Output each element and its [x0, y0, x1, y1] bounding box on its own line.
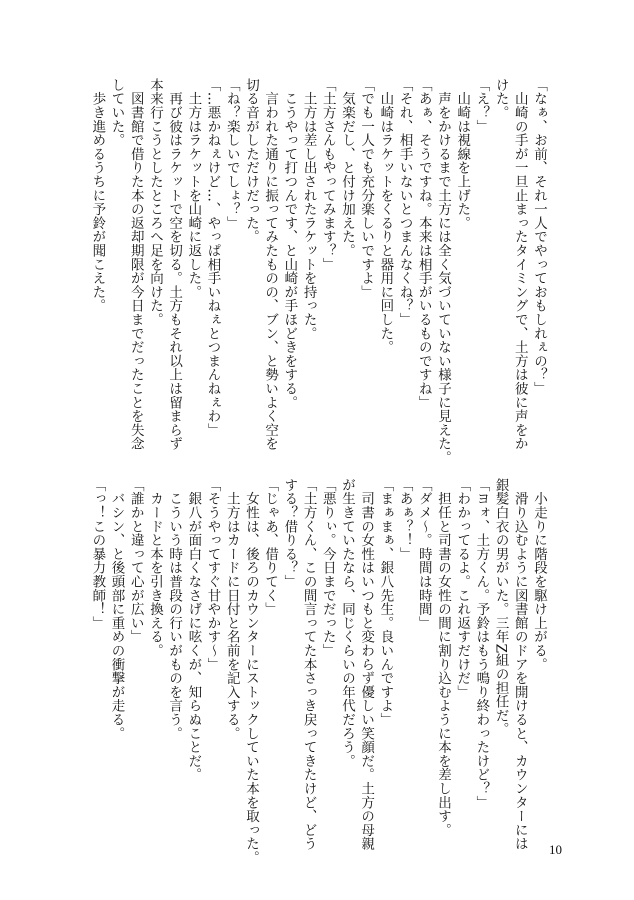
text-line: 土方は差し出されたラケットを持った。 — [300, 78, 317, 341]
text-line: けた。 — [492, 78, 509, 120]
text-line: 歩き進めるうちに予鈴が聞こえた。 — [89, 78, 106, 313]
text-line: 担任と司書の女性の間に割り込むように本を差し出す。 — [434, 478, 451, 837]
text-line: していた。 — [108, 78, 125, 147]
text-line: 「ヨォ、土方くん。予鈴はもう鳴り終わったけど？」 — [473, 478, 490, 810]
text-line: 司書の女性はいつもと変わらず優しい笑顔だ。土方の母親 — [358, 478, 375, 851]
text-line: 言われた通りに振ってみたものの、ブン、と勢いよく空を — [262, 78, 279, 451]
text-line: 「…悪かねぇけど…、やっぱ相手いねぇとつまんねぇわ」 — [204, 78, 221, 437]
text-line: する？借りる？」 — [281, 478, 298, 589]
text-line: 山崎はラケットをくるりと器用に回した。 — [377, 78, 394, 354]
text-line: 山崎は視線を上げた。 — [454, 78, 471, 230]
text-line: 切る音がしただけだった。 — [242, 78, 259, 244]
text-line: こういう時は普段の行いがものを言う。 — [166, 478, 183, 741]
text-line: 本来行こうとしたところへ足を向けた。 — [146, 78, 163, 327]
upper-text-block — [87, 78, 548, 465]
text-line: 図書館で借りた本の返却期限が今日までだったことを失念 — [127, 78, 144, 451]
text-line: 「ね？楽しいでしょ？」 — [223, 78, 240, 230]
text-line: 「っ！この暴力教師！」 — [89, 478, 106, 630]
text-line: 女性は、後ろのカウンターにストックしていた本を取った。 — [242, 478, 259, 865]
text-line: 「ダメ〜。時間は時間」 — [415, 478, 432, 630]
text-line: 滑り込むように図書館のドアを開けると、カウンターには — [511, 478, 528, 851]
text-line: 「わかってるよ。これ返すだけだ」 — [454, 478, 471, 699]
text-line: 気楽だし、と付け加えた。 — [338, 78, 355, 258]
text-line: 「誰かと違って心が広い」 — [127, 478, 144, 644]
text-line: 銀髪白衣の男がいた。三年Z組の担任だ。 — [492, 478, 509, 737]
text-line: 「なぁ、お前、それ一人でやっておもしれぇの？」 — [531, 78, 547, 396]
text-line: 「あぁ？！」 — [396, 478, 413, 561]
text-line: 「土方さんもやってみます？」 — [319, 78, 336, 272]
text-line: バシン、と後頭部に重めの衝撃が走る。 — [108, 478, 125, 741]
text-line: 声をかけるまで土方には全く気づいていない様子に見えた。 — [434, 78, 451, 465]
text-line: カードと本を引き換える。 — [146, 478, 163, 658]
text-line: 「じゃあ、借りてく」 — [262, 478, 279, 616]
lower-text-block — [87, 478, 548, 865]
text-line: 再び彼はラケットで空を切る。土方もそれ以上は留まらず — [166, 78, 183, 451]
text-line: 小走りに階段を駆け上がる。 — [531, 478, 547, 672]
text-line: 「悪りぃ。今日までだった」 — [319, 478, 336, 658]
text-line: 「それ、相手いないとつまんなくね？」 — [396, 78, 413, 327]
text-line: 山崎の手が一旦止まったタイミングで、土方は彼に声をか — [511, 78, 528, 451]
text-line: こうやって打つんです、と山崎が手ほどきをする。 — [281, 78, 298, 410]
text-line: 銀八が面白くなさげに呟くが、知らぬことだ。 — [185, 478, 202, 782]
text-line: 「そうやってすぐ甘やかす〜」 — [204, 478, 221, 672]
text-line: 「あぁ、そうですね。本来は相手がいるものですね」 — [415, 78, 432, 410]
page-number: 10 — [549, 842, 562, 857]
text-line: が生きていたなら、同じくらいの年代だろう。 — [338, 478, 355, 768]
text-line: 「まぁまぁ、銀八先生。良いんですよ」 — [377, 478, 394, 727]
text-line: 「でも一人でも充分楽しいですよ」 — [358, 78, 375, 299]
text-line: 「土方くん、この間言ってた本さっき戻ってきたけど、どう — [300, 478, 317, 851]
text-line: 「え？」 — [473, 78, 490, 134]
text-line: 土方はラケットを山崎に返した。 — [185, 78, 202, 299]
text-line: 土方はカードに日付と名前を記入する。 — [223, 478, 240, 741]
